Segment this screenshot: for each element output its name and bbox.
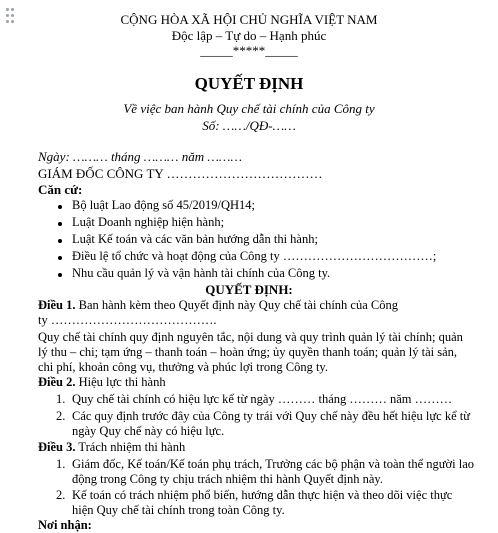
bullet	[58, 222, 62, 226]
list-number: 1.	[56, 392, 66, 406]
basis-item: Luật Kế toán và các văn bản hướng dẫn thi hành;	[72, 232, 318, 246]
decision-number: Số: ……/QĐ-……	[202, 118, 296, 133]
decision-subject: Về việc ban hành Quy chế tài chính của Công ty	[123, 101, 375, 116]
bullet	[58, 273, 62, 277]
basis-item: Luật Doanh nghiệp hiện hành;	[72, 215, 225, 229]
article-3-item: Kế toán có trách nhiệm phổ biến, hướng dẫn thực hiện và theo dõi việc thực	[72, 488, 453, 502]
issuer: GIÁM ĐỐC CÔNG TY ………………………………	[38, 166, 323, 181]
bullet	[58, 205, 62, 209]
article-3-text: Trách nhiệm thi hành	[78, 440, 186, 454]
article-1-para-line: chi phí, khoản công vụ, thưởng và phúc lợi trong Công ty.	[38, 360, 328, 374]
article-2-item: ngày Quy chế này có hiệu lực.	[72, 424, 225, 438]
basis-item: Bộ luật Lao động số 45/2019/QH14;	[72, 198, 255, 212]
article-2-item: Quy chế tài chính có hiệu lực kể từ ngày ……… tháng ……… năm ………	[72, 392, 453, 406]
national-motto: Độc lập – Tự do – Hạnh phúc	[171, 28, 327, 43]
article-1-company: ty ………………………………….	[38, 313, 217, 327]
decision-title: QUYẾT ĐỊNH	[194, 74, 304, 93]
article-2-line	[38, 375, 166, 390]
list-number: 2.	[56, 488, 66, 502]
basis-item: Điều lệ tổ chức và hoạt động của Công ty ………………………………;	[72, 249, 437, 263]
list-number: 1.	[56, 457, 66, 471]
article-1-para-line: lý thu – chi; tạm ứng – thanh toán – hoàn ứng; ủy quyền thanh toán; quản lý tài sản,	[38, 345, 458, 359]
decision-date: Ngày: ……… tháng ……… năm ………	[38, 149, 243, 164]
article-3-item: Giám đốc, Kế toán/Kế toán phụ trách, Trưởng các bộ phận và toàn thể người lao	[72, 457, 475, 471]
bullet	[58, 239, 62, 243]
article-3-label: Điều 3.	[38, 440, 76, 454]
bases-heading: Căn cứ:	[38, 182, 83, 197]
recipients-heading: Nơi nhận:	[38, 518, 92, 532]
article-1-line	[38, 298, 398, 313]
list-number: 2.	[56, 409, 66, 423]
article-1-label: Điều 1.	[38, 298, 76, 312]
article-2-label: Điều 2.	[38, 375, 76, 389]
header-separator: _____*****_____	[200, 43, 298, 58]
bullet	[58, 256, 62, 260]
article-3-item: hiện Quy chế tài chính trong toàn Công ty.	[72, 503, 285, 517]
article-3-item: động trong Công ty chịu trách nhiệm thi hành Quyết định này.	[72, 472, 383, 486]
article-3-line	[38, 440, 185, 455]
country-name: CỘNG HÒA XÃ HỘI CHỦ NGHĨA VIỆT NAM	[120, 12, 378, 27]
basis-item: Nhu cầu quản lý và vận hành tài chính của Công ty.	[72, 266, 331, 280]
article-1-para-line: Quy chế tài chính quy định nguyên tắc, nội dung và quy trình quản lý tài chính; quản	[38, 330, 463, 344]
article-2-text: Hiệu lực thi hành	[78, 375, 166, 389]
article-1-text: Ban hành kèm theo Quyết định này Quy chế tài chính của Công	[78, 298, 398, 312]
article-2-item: Các quy định trước đây của Công ty trái với Quy chế này đều hết hiệu lực kể từ	[72, 409, 471, 423]
decides-heading: QUYẾT ĐỊNH:	[205, 282, 293, 297]
